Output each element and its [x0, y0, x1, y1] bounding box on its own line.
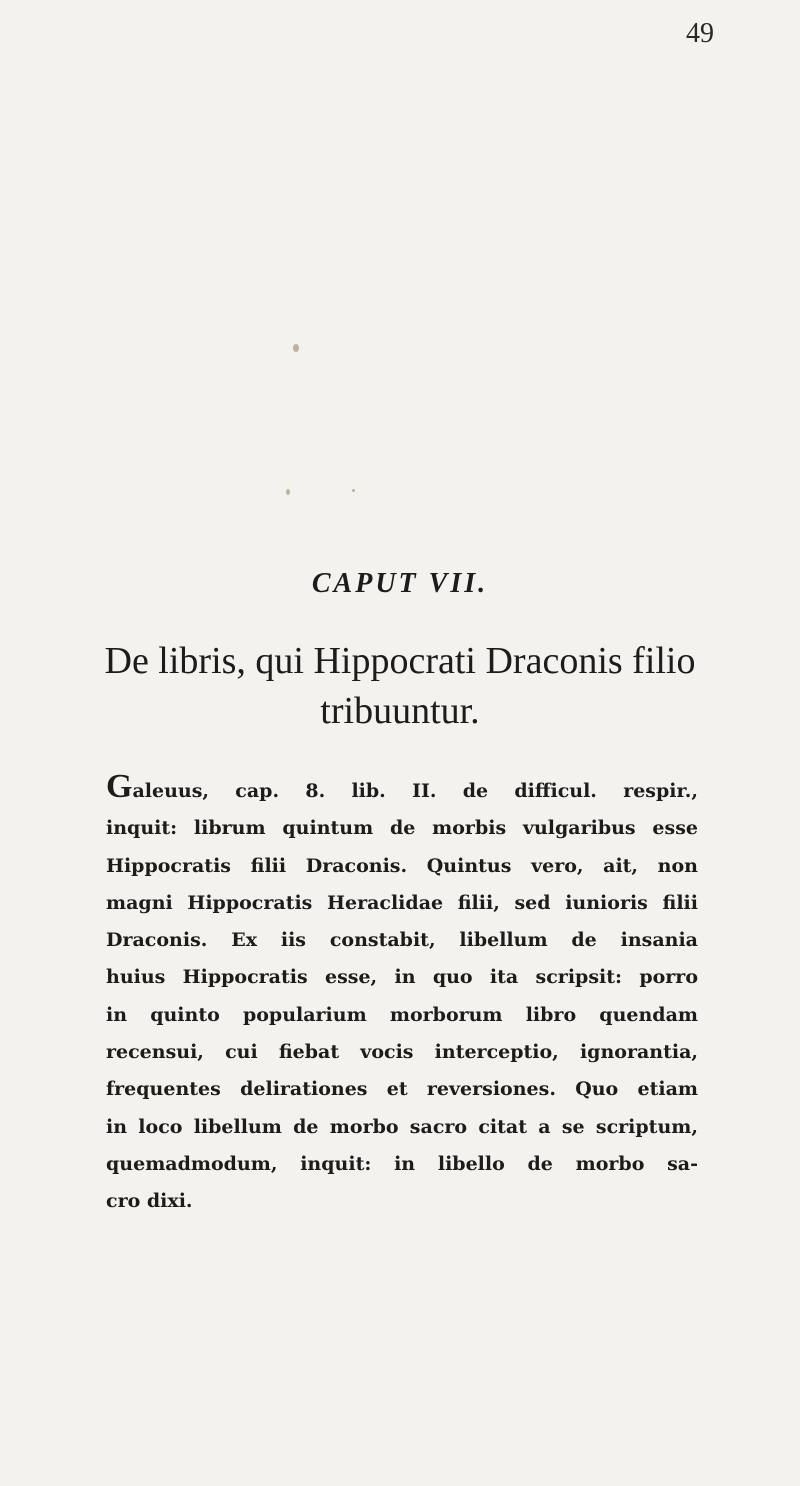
paper-speck [293, 344, 299, 352]
paper-speck [352, 489, 355, 492]
body-line: Galeuus, cap. 8. lib. II. de difficul. respir., [106, 768, 698, 805]
body-line: recensui, cui fiebat vocis interceptio, ignorantia, [106, 1041, 698, 1064]
paper-speck [286, 489, 290, 495]
body-line: frequentes delirationes et reversiones. Quo etiam [106, 1078, 698, 1101]
chapter-title-line-2: tribuuntur. [320, 690, 480, 732]
body-line: in loco libellum de morbo sacro citat a se scriptum, [106, 1115, 698, 1138]
body-line: huius Hippocratis esse, in quo ita scripsit: porro [106, 966, 698, 989]
body-line: quemadmodum, inquit: in libello de morbo sa- [106, 1152, 698, 1175]
page-number: 49 [686, 18, 714, 49]
body-line: inquit: librum quintum de morbis vulgaribus esse [106, 817, 698, 840]
body-line: magni Hippocratis Heraclidae filii, sed iunioris filii [106, 891, 698, 914]
body-line: Hippocratis filii Draconis. Quintus vero, ait, non [106, 854, 698, 877]
body-paragraph [106, 770, 698, 1221]
body-line: Draconis. Ex iis constabit, libellum de insania [106, 929, 698, 952]
chapter-title-line-1: De libris, qui Hippocrati Draconis filio [104, 640, 696, 682]
body-line: in quinto popularium morborum libro quendam [106, 1003, 698, 1026]
chapter-heading: CAPUT VII. [311, 568, 489, 599]
chapter-title [0, 636, 800, 736]
drop-cap: G [106, 768, 133, 805]
body-line: cro dixi. [106, 1190, 193, 1213]
